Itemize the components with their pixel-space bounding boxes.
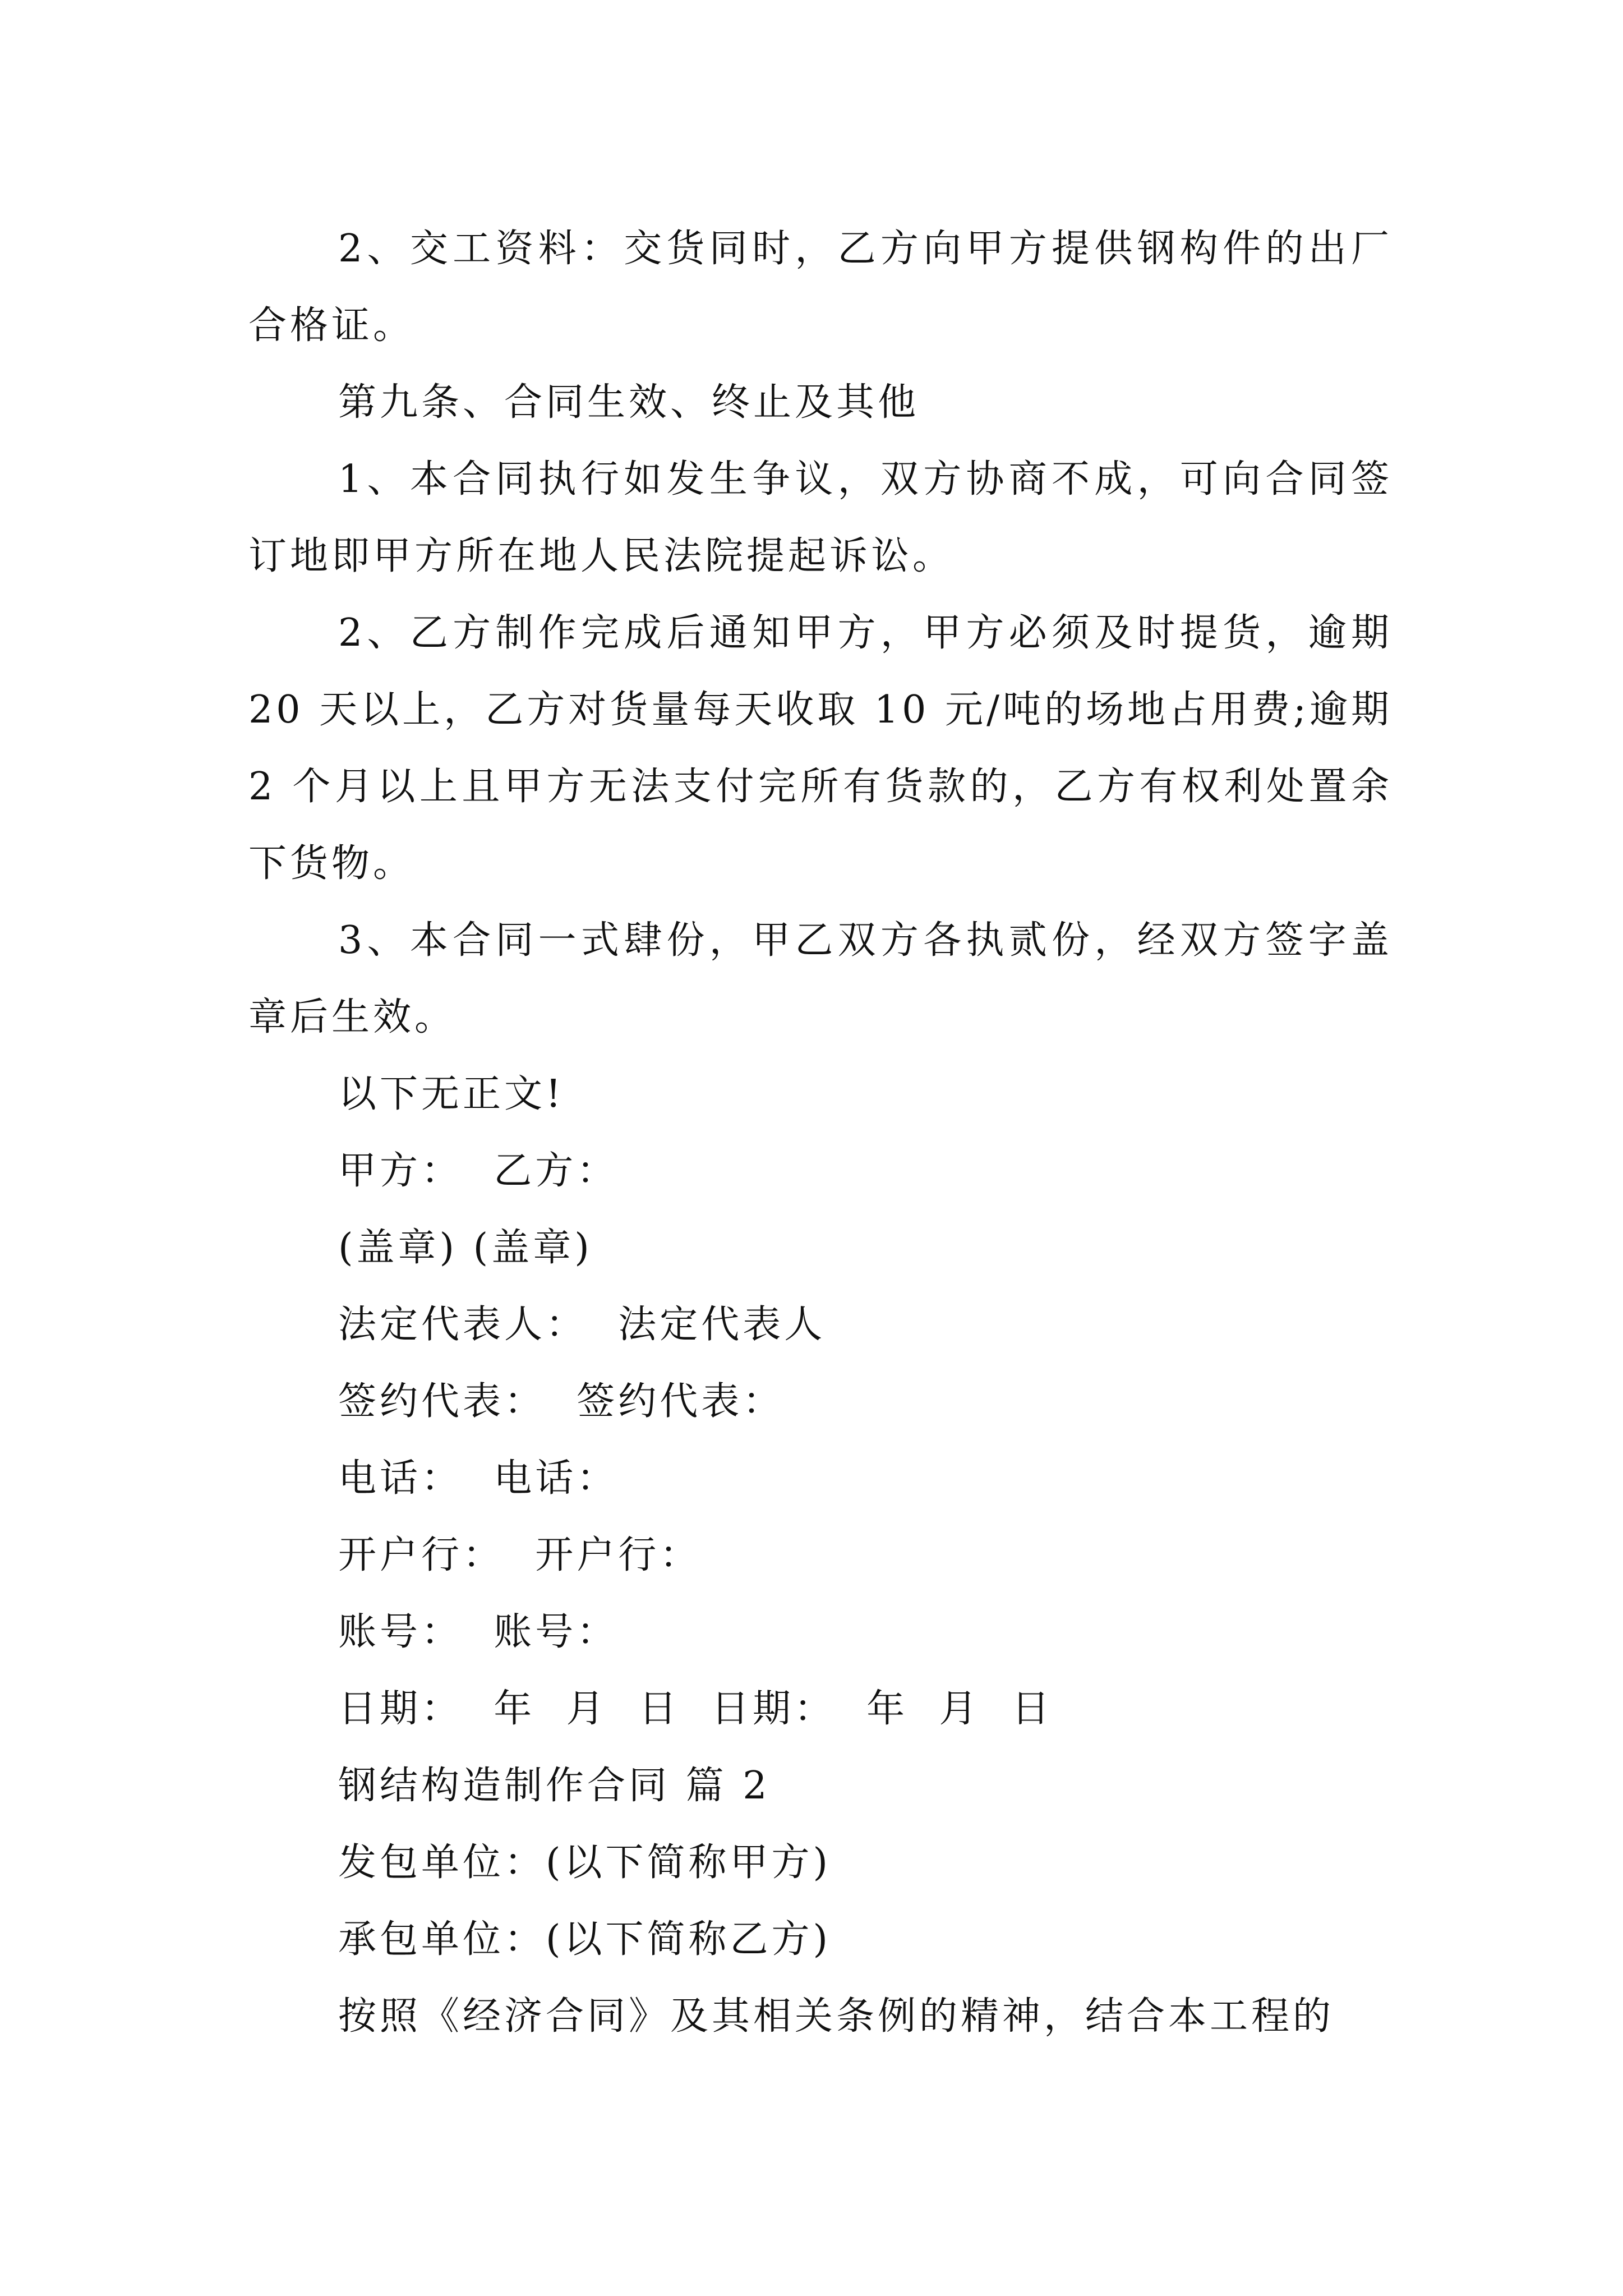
contracting-unit-line: 发包单位：(以下简称甲方) bbox=[338, 1841, 832, 1885]
contract-section-title: 钢结构造制作合同 篇 2 bbox=[338, 1764, 771, 1808]
paragraph-basis-intro: 按照《经济合同》及其相关条例的精神，结合本工程的 bbox=[338, 1994, 1335, 2039]
paragraph-pickup-overdue: 2、乙方制作完成后通知甲方，甲方必须及时提货，逾期 20 天以上，乙方对货量每天收取 10 元/吨的场地占用费;逾期 2 个月以上且甲方无法支付完所有货款的，乙方有权利处置余下货物。 bbox=[248, 611, 1408, 886]
paragraph-delivery-documents: 2、交工资料：交货同时，乙方向甲方提供钢构件的出厂合格证。 bbox=[248, 227, 1393, 348]
paragraph-contract-copies: 3、本合同一式肆份，甲乙双方各执贰份，经双方签字盖章后生效。 bbox=[248, 918, 1393, 1039]
signature-legal-representative: 法定代表人： 法定代表人 bbox=[338, 1303, 826, 1347]
signature-phone: 电话： 电话： bbox=[338, 1456, 619, 1501]
signature-seal: (盖章) (盖章) bbox=[338, 1226, 593, 1270]
signature-signing-representative: 签约代表： 签约代表： bbox=[338, 1379, 785, 1424]
signature-parties: 甲方： 乙方： bbox=[338, 1149, 619, 1193]
article-nine-heading: 第九条、合同生效、终止及其他 bbox=[338, 380, 920, 425]
paragraph-dispute-resolution: 1、本合同执行如发生争议，双方协商不成，可向合同签订地即甲方所在地人民法院提起诉讼。 bbox=[248, 457, 1393, 578]
signature-bank: 开户行： 开户行： bbox=[338, 1533, 702, 1577]
contractor-unit-line: 承包单位：(以下简称乙方) bbox=[338, 1917, 832, 1962]
document-body bbox=[248, 210, 1408, 2055]
signature-account: 账号： 账号： bbox=[338, 1610, 619, 1654]
signature-date: 日期： 年 月 日 日期： 年 月 日 bbox=[338, 1687, 1053, 1731]
end-of-text-note: 以下无正文! bbox=[338, 1072, 565, 1116]
